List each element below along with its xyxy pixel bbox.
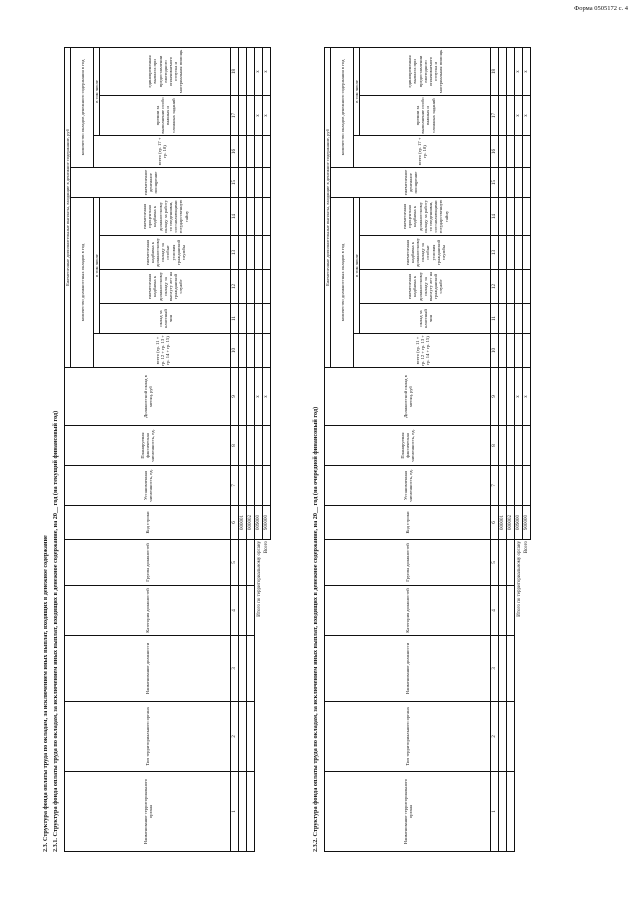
col-number-15: 15 (231, 168, 239, 198)
col-number-15: 15 (491, 168, 499, 198)
totals-col-9: x (263, 368, 271, 426)
totals-col-15 (255, 168, 263, 198)
col-number-16: 16 (491, 136, 499, 168)
cell-row-code: 000002 (247, 506, 255, 540)
cell-col-8 (239, 426, 247, 466)
cell-col-16 (247, 136, 255, 168)
col-number-8: 8 (231, 426, 239, 466)
col-number-12: 12 (231, 270, 239, 304)
header-established-staff: Установленная численность, ед. (65, 466, 231, 506)
totals-col-10 (255, 334, 263, 368)
header-col-15: ежемесячное денежное поощрение (71, 168, 231, 198)
header-col-12: ежемесячная надбавка к должностному окладу за выслугу лет на гражданской службе (100, 270, 231, 304)
col-number-6: 6 (231, 506, 239, 540)
cell-col-12 (247, 270, 255, 304)
cell-col-15 (247, 168, 255, 198)
col-number-11: 11 (491, 304, 499, 334)
header-salaries-per-year: количество окладов денежного содержания в год (71, 47, 94, 167)
cell-row-code: 000001 (239, 506, 247, 540)
col-number-17: 17 (231, 96, 239, 136)
totals-label: Всего (263, 540, 271, 852)
totals-col-10 (515, 334, 523, 368)
header-type-territorial: Тип территориального органа (65, 702, 231, 772)
totals-col-13 (523, 236, 531, 270)
col-number-10: 10 (231, 334, 239, 368)
totals-col-18: x (515, 47, 523, 95)
table-row (239, 47, 247, 851)
header-including: в том числе (354, 198, 360, 334)
cell-territorial-name (247, 772, 255, 852)
cell-col-14 (499, 198, 507, 236)
header-position-name: Наименование должности (65, 636, 231, 702)
cell-col-16 (507, 136, 515, 168)
col-number-1: 1 (231, 772, 239, 852)
cell-col-12 (499, 270, 507, 304)
cell-position-group (507, 540, 515, 586)
totals-col-15 (523, 168, 531, 198)
cell-position-group (239, 540, 247, 586)
header-col-11: оклад за классный чин (100, 304, 231, 334)
totals-col-14 (255, 198, 263, 236)
form-id: Форма 0505172 с. 4 (574, 5, 628, 12)
cell-position-name (247, 636, 255, 702)
cell-col-11 (507, 304, 515, 334)
header-position-group: Группа должностей (325, 540, 491, 586)
totals-row (523, 47, 531, 851)
cell-col-15 (507, 168, 515, 198)
totals-col-8 (263, 426, 271, 466)
totals-col-7 (263, 466, 271, 506)
totals-col-12 (523, 270, 531, 304)
header-col-16: всего (гр. 17 + гр. 18) (354, 136, 491, 168)
cell-col-14 (247, 198, 255, 236)
col-number-8: 8 (491, 426, 499, 466)
cell-col-12 (507, 270, 515, 304)
col-number-16: 16 (231, 136, 239, 168)
cell-col-8 (499, 426, 507, 466)
cell-col-8 (247, 426, 255, 466)
cell-col-13 (499, 236, 507, 270)
table-2-title: 2.3.2. Структура фонда оплаты труда по окладам, за исключением иных выплат, входящих в денежное содержание, на 20__ год (на очередной финансовый год) (312, 406, 319, 852)
cell-territorial-name (507, 772, 515, 852)
col-number-3: 3 (491, 636, 499, 702)
totals-col-17: x (255, 96, 263, 136)
table-2-3-2 (324, 47, 531, 852)
col-number-14: 14 (491, 198, 499, 236)
totals-col-16 (255, 136, 263, 168)
totals-col-18: x (263, 47, 271, 95)
col-number-18: 18 (491, 47, 499, 95)
totals-label: Итого по территориальному органу (515, 540, 523, 852)
cell-col-10 (239, 334, 247, 368)
table-1-title: 2.3.1. Структура фонда оплаты труда по окладам, за исключением иных выплат, входящих в денежное содержание, на 20__ год (на текущий финансовый год) (52, 410, 59, 852)
cell-position-category (507, 586, 515, 636)
cell-col-18 (239, 47, 247, 95)
cell-col-14 (239, 198, 247, 236)
cell-territorial-name (239, 772, 247, 852)
col-number-3: 3 (231, 636, 239, 702)
totals-row-code: 900000 (523, 506, 531, 540)
cell-col-13 (239, 236, 247, 270)
totals-col-11 (523, 304, 531, 334)
totals-col-13 (515, 236, 523, 270)
totals-col-10 (523, 334, 531, 368)
cell-position-category (499, 586, 507, 636)
cell-col-8 (507, 426, 515, 466)
cell-col-9 (247, 368, 255, 426)
totals-col-16 (263, 136, 271, 168)
cell-col-11 (239, 304, 247, 334)
totals-col-13 (255, 236, 263, 270)
col-number-14: 14 (231, 198, 239, 236)
totals-col-7 (523, 466, 531, 506)
totals-row-code: 900000 (263, 506, 271, 540)
col-number-11: 11 (231, 304, 239, 334)
totals-col-9: x (523, 368, 531, 426)
header-position-group: Группа должностей (65, 540, 231, 586)
col-number-5: 5 (491, 540, 499, 586)
cell-col-13 (247, 236, 255, 270)
header-col-13: ежемесячная надбавка к должностному окладу за особые условия гражданской службы (360, 236, 491, 270)
header-col-17: премии за выполнение особо важных и сложных заданий (360, 96, 491, 136)
header-number-salaries: количество должностных окладов в год (331, 198, 354, 368)
totals-row-code: 009000 (515, 506, 523, 540)
header-monthly-payments: Ежемесячные дополнительные выплаты, входящие в денежное содержание, руб (325, 47, 331, 367)
header-col-13: ежемесячная надбавка к должностному окладу за особые условия гражданской службы (100, 236, 231, 270)
cell-col-12 (239, 270, 247, 304)
cell-col-11 (247, 304, 255, 334)
header-including-2: в том числе (354, 47, 360, 135)
totals-row (263, 47, 271, 851)
cell-col-13 (507, 236, 515, 270)
cell-col-17 (247, 96, 255, 136)
cell-col-9 (499, 368, 507, 426)
totals-label: Всего (523, 540, 531, 852)
col-number-13: 13 (231, 236, 239, 270)
header-col-16: всего (гр. 17 + гр. 18) (94, 136, 231, 168)
totals-col-8 (255, 426, 263, 466)
header-name-territorial: Наименование территориального органа (65, 772, 231, 852)
col-number-2: 2 (491, 702, 499, 772)
cell-col-10 (247, 334, 255, 368)
table-row (499, 47, 507, 851)
cell-position-name (499, 636, 507, 702)
header-col-11: оклад за классный чин (360, 304, 491, 334)
header-salary: Должностной оклад в месяц, руб (65, 368, 231, 426)
totals-col-16 (523, 136, 531, 168)
header-salary: Должностной оклад в месяц, руб (325, 368, 491, 426)
header-planned-staff: Планируемая фактическая численность, ед. (65, 426, 231, 466)
col-number-7: 7 (491, 466, 499, 506)
cell-position-category (247, 586, 255, 636)
totals-col-17: x (523, 96, 531, 136)
totals-col-9: x (515, 368, 523, 426)
totals-col-16 (515, 136, 523, 168)
cell-col-17 (507, 96, 515, 136)
totals-col-12 (263, 270, 271, 304)
totals-col-7 (515, 466, 523, 506)
col-number-4: 4 (491, 586, 499, 636)
totals-col-12 (515, 270, 523, 304)
cell-territorial-name (499, 772, 507, 852)
col-number-4: 4 (231, 586, 239, 636)
cell-territorial-type (239, 702, 247, 772)
header-col-12: ежемесячная надбавка к должностному окладу за выслугу лет на гражданской службе (360, 270, 491, 304)
header-type-territorial: Тип территориального органа (325, 702, 491, 772)
totals-col-11 (255, 304, 263, 334)
col-number-7: 7 (231, 466, 239, 506)
header-name-territorial: Наименование территориального органа (325, 772, 491, 852)
header-col-14: ежемесячная процентная надбавка к должностному окладу за работу со сведениями, составляющими государственную тайну (360, 198, 491, 236)
col-number-10: 10 (491, 334, 499, 368)
header-col-18: единовременная выплата при предоставлении ежегодного оплачиваемого отпуска и материальная помощь (360, 47, 491, 95)
totals-row-code: 009000 (255, 506, 263, 540)
totals-col-13 (263, 236, 271, 270)
cell-col-18 (507, 47, 515, 95)
totals-col-11 (263, 304, 271, 334)
cell-territorial-type (247, 702, 255, 772)
totals-col-15 (263, 168, 271, 198)
cell-col-10 (499, 334, 507, 368)
header-number-salaries: количество должностных окладов в год (71, 198, 94, 368)
cell-col-16 (499, 136, 507, 168)
cell-position-name (239, 636, 247, 702)
cell-col-9 (507, 368, 515, 426)
cell-territorial-type (507, 702, 515, 772)
header-position-category: Категория должностей (65, 586, 231, 636)
totals-col-18: x (523, 47, 531, 95)
cell-col-15 (239, 168, 247, 198)
totals-col-14 (263, 198, 271, 236)
header-established-staff: Установленная численность, ед. (325, 466, 491, 506)
header-including: в том числе (94, 198, 100, 334)
cell-position-category (239, 586, 247, 636)
cell-row-code: 000002 (507, 506, 515, 540)
header-salaries-per-year: количество окладов денежного содержания в год (331, 47, 354, 167)
totals-col-8 (515, 426, 523, 466)
col-number-17: 17 (491, 96, 499, 136)
cell-col-16 (239, 136, 247, 168)
cell-col-18 (499, 47, 507, 95)
col-number-9: 9 (491, 368, 499, 426)
header-col-18: единовременная выплата при предоставлении ежегодного оплачиваемого отпуска и материальная помощь (100, 47, 231, 95)
header-col-17: премии за выполнение особо важных и сложных заданий (100, 96, 231, 136)
cell-col-7 (507, 466, 515, 506)
cell-territorial-type (499, 702, 507, 772)
cell-col-9 (239, 368, 247, 426)
totals-col-14 (515, 198, 523, 236)
col-number-6: 6 (491, 506, 499, 540)
totals-col-17: x (515, 96, 523, 136)
totals-col-15 (515, 168, 523, 198)
header-planned-staff: Планируемая фактическая численность, ед. (325, 426, 491, 466)
table-2-3-1 (64, 47, 271, 852)
col-number-5: 5 (231, 540, 239, 586)
totals-col-14 (523, 198, 531, 236)
col-number-1: 1 (491, 772, 499, 852)
col-number-12: 12 (491, 270, 499, 304)
totals-col-7 (255, 466, 263, 506)
table-row (247, 47, 255, 851)
cell-col-7 (499, 466, 507, 506)
totals-col-12 (255, 270, 263, 304)
header-position-name: Наименование должности (325, 636, 491, 702)
totals-col-10 (263, 334, 271, 368)
cell-col-17 (499, 96, 507, 136)
section-title: 2.3. Структура фонда оплаты труда по окладам, за исключением иных выплат, входящих в денежное содержание (42, 535, 49, 852)
col-number-13: 13 (491, 236, 499, 270)
col-number-2: 2 (231, 702, 239, 772)
col-number-9: 9 (231, 368, 239, 426)
totals-col-18: x (255, 47, 263, 95)
header-col-14: ежемесячная процентная надбавка к должностному окладу за работу со сведениями, составляющими государственную тайну (100, 198, 231, 236)
header-row-code: Код строки (325, 506, 491, 540)
cell-col-17 (239, 96, 247, 136)
header-monthly-payments: Ежемесячные дополнительные выплаты, входящие в денежное содержание, руб (65, 47, 71, 367)
cell-col-11 (499, 304, 507, 334)
header-row-code: Код строки (65, 506, 231, 540)
header-including-2: в том числе (94, 47, 100, 135)
cell-col-7 (239, 466, 247, 506)
header-col-10: всего (гр. 11 + гр. 12 + гр. 13 + гр. 14 + гр. 15) (94, 334, 231, 368)
rotated-page-content (40, 49, 600, 852)
header-position-category: Категория должностей (325, 586, 491, 636)
totals-row (255, 47, 263, 851)
header-col-15: ежемесячное денежное поощрение (331, 168, 491, 198)
header-col-10: всего (гр. 11 + гр. 12 + гр. 13 + гр. 14 + гр. 15) (354, 334, 491, 368)
col-number-18: 18 (231, 47, 239, 95)
cell-position-group (247, 540, 255, 586)
totals-col-17: x (263, 96, 271, 136)
totals-row (515, 47, 523, 851)
totals-col-9: x (255, 368, 263, 426)
cell-col-10 (507, 334, 515, 368)
totals-col-8 (523, 426, 531, 466)
cell-position-name (507, 636, 515, 702)
totals-col-11 (515, 304, 523, 334)
cell-col-7 (247, 466, 255, 506)
cell-col-15 (499, 168, 507, 198)
cell-col-18 (247, 47, 255, 95)
totals-label: Итого по территориальному органу (255, 540, 263, 852)
table-row (507, 47, 515, 851)
cell-row-code: 000001 (499, 506, 507, 540)
cell-col-14 (507, 198, 515, 236)
cell-position-group (499, 540, 507, 586)
